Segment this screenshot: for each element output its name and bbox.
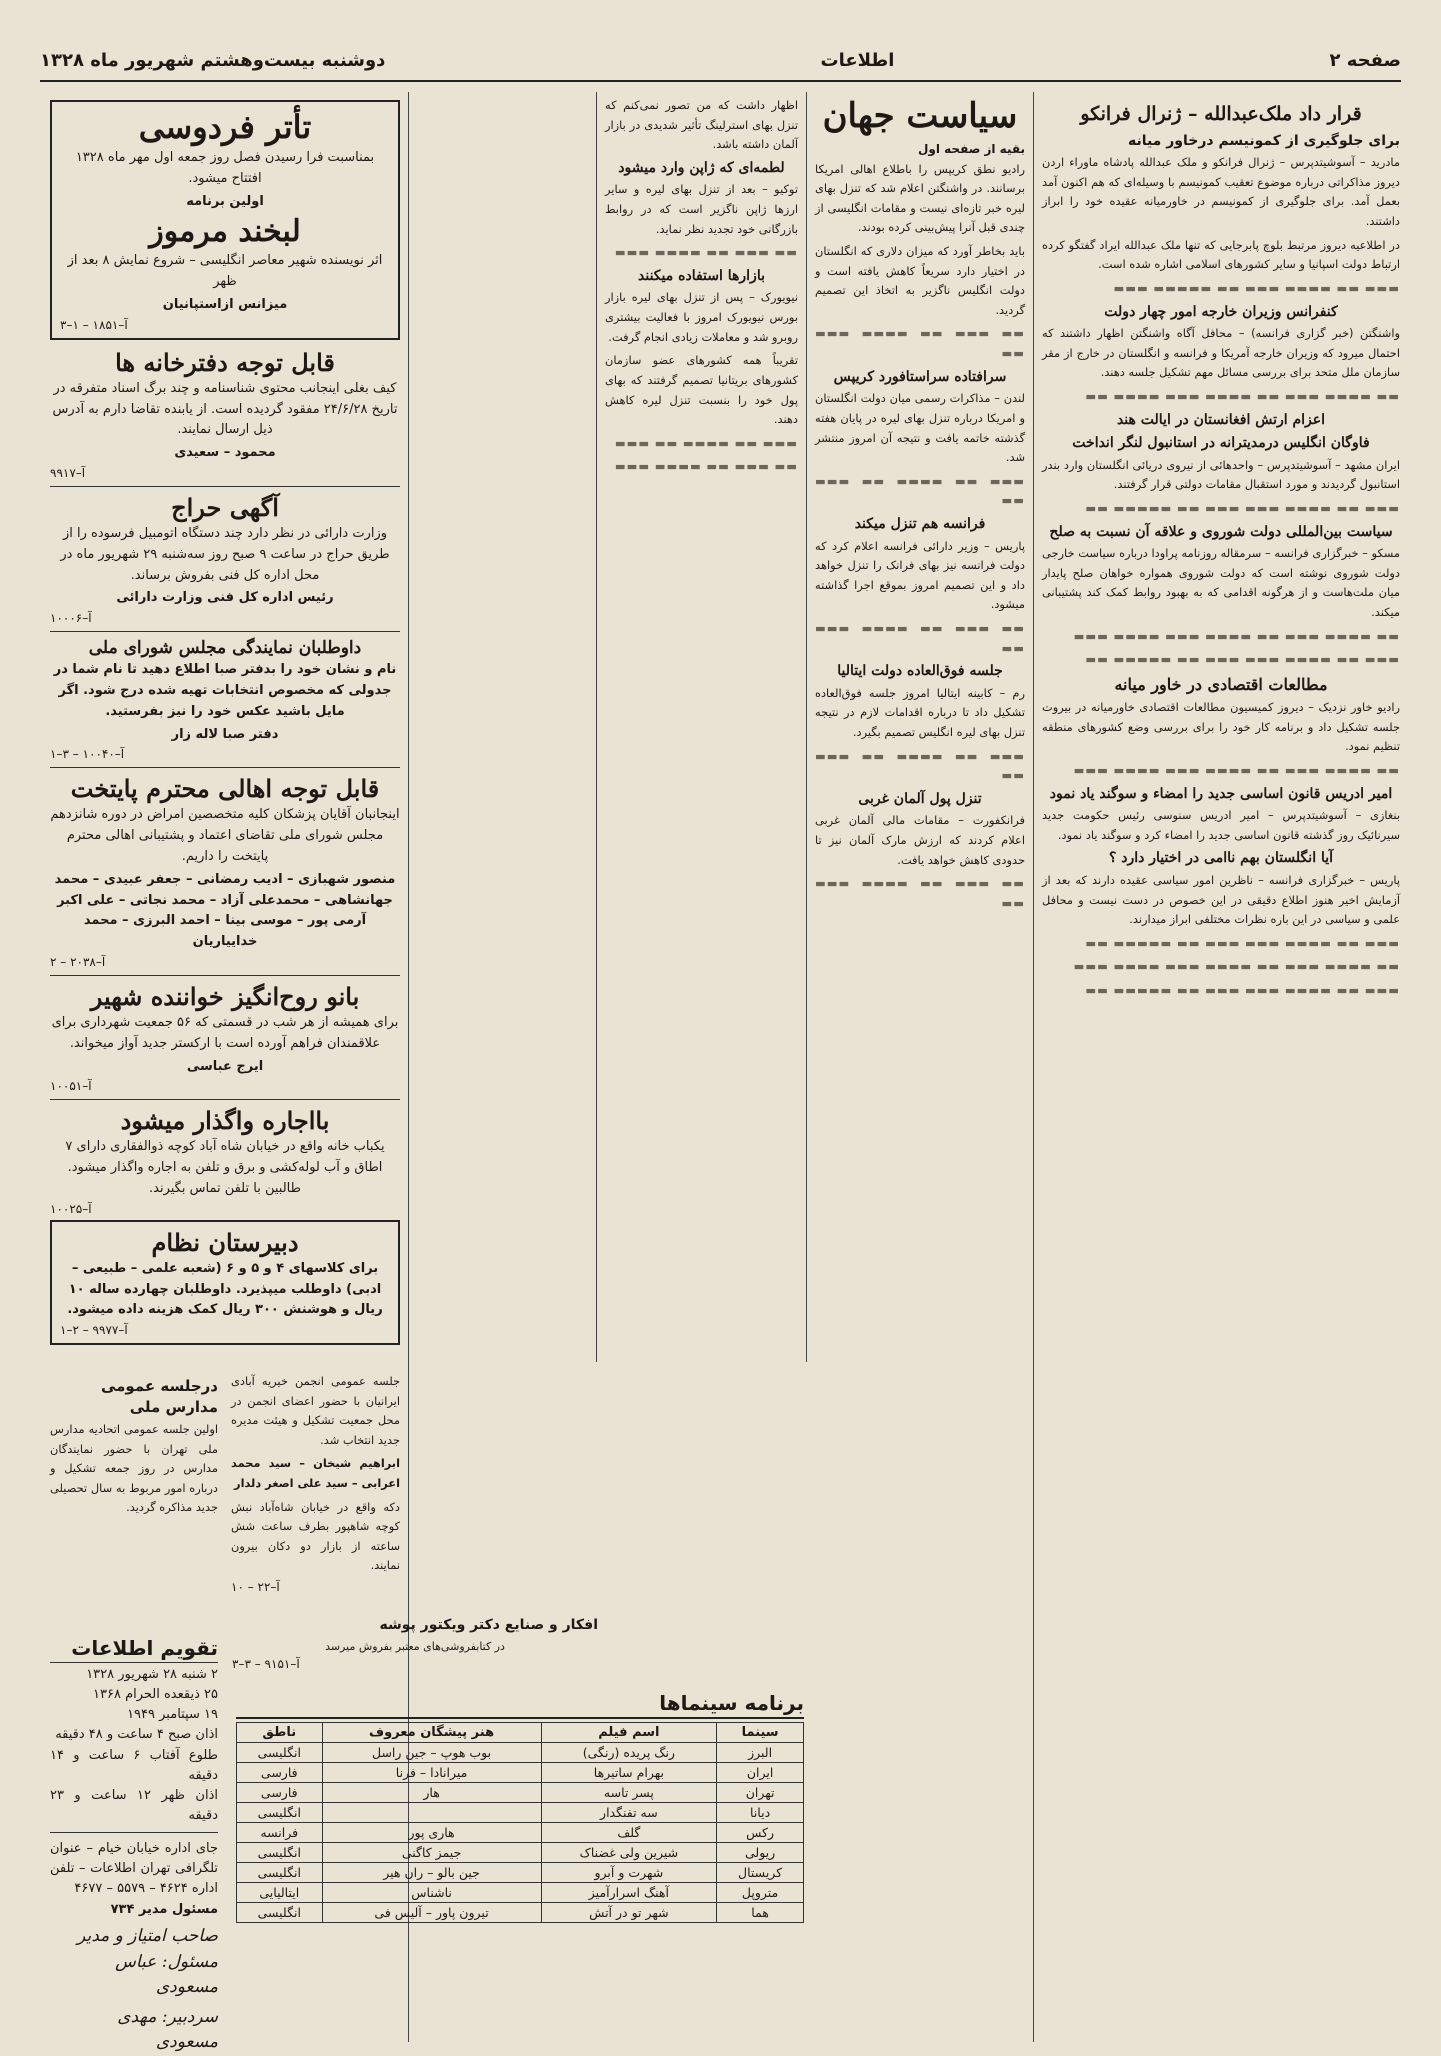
- article-body: اظهار داشت که من تصور نمی‌کنم که تنزل بهای استرلینگ تأثیر شدیدی در بازار آلمان داشته باشد.: [605, 98, 798, 152]
- world-politics-column: [809, 96, 1031, 1266]
- table-cell: تهران: [717, 1783, 804, 1803]
- notary-title: قابل توجه دفترخانه ها: [115, 347, 335, 377]
- article-continuation: ▬▬ ▬▬▬ ▬▬ ▬▬▬▬ ▬▬▬ ▬▬: [815, 876, 1025, 910]
- headline-italy: جلسه فوق‌العاده دولت ایتالیا: [837, 663, 1003, 680]
- article-body: تقریباً همه کشورهای عضو سازمان کشورهای بریتانیا تصمیم گرفتند که بهای پول خود را بنسبت تنزل لیره کاهش دهند.: [605, 353, 798, 427]
- ad-code: آ–۱۰۰۵۱: [50, 1079, 92, 1094]
- article-body: بنغازی – آسوشیتدپرس – امیر ادریس سنوسی رئیس حکومت جدید سیرنائیک روز گذشته قانون اساسی جدید را امضاء کرد و سوگند یاد نمود.: [1042, 808, 1400, 842]
- table-cell: کریستال: [717, 1863, 804, 1883]
- article-continuation: ▬▬▬ ▬▬ ▬▬▬▬ ▬▬▬ ▬▬▬ ▬▬ ▬▬▬▬▬ ▬▬: [1085, 652, 1400, 667]
- article-continuation: ▬▬ ▬▬▬ ▬▬ ▬▬▬▬ ▬▬▬: [614, 459, 798, 474]
- table-row: [237, 1803, 804, 1823]
- editor-signature: سردبیر: مهدی مسعودی: [117, 2006, 218, 2052]
- theater-play-title: لبخند مرموز: [149, 214, 301, 250]
- table-cell: جیمز کاگنی: [322, 1843, 541, 1863]
- article-body: در اطلاعیه دیروز مرتبط بلوچ پابرجایی که تنها ملک عبدالله ایراد گفتگو کرده ارتباط دولت اسپانیا و سایر کشورهای اسلامی اشاره شده است.: [1042, 237, 1400, 272]
- column-rule: [806, 92, 807, 1362]
- calendar-line: ۱۹ سپتامبر ۱۹۴۹: [127, 1707, 218, 1723]
- divider: [50, 767, 400, 768]
- article-body: توکیو – بعد از تنزل بهای لیره و سایر ارزها ژاپن ناگزیر است که در روابط بازرگانی خود تجدید نظر نماید.: [605, 182, 798, 236]
- rent-text: یکباب خانه واقع در خیابان شاه آباد کوچه ذوالفقاری دارای ۷ اطاق و آب لوله‌کشی و برق و تلفن به اجاره واگذار میشود. طالبین با تلفن تماس بگیرند.: [65, 1139, 385, 1196]
- table-row: [237, 1783, 804, 1803]
- table-cell: رنگ پریده (رنگی): [541, 1743, 717, 1763]
- table-row: [237, 1903, 804, 1923]
- table-cell: شهرت و آبرو: [541, 1863, 717, 1883]
- table-row: [237, 1823, 804, 1843]
- office-address: جای اداره خیابان خیام – عنوان تلگرافی تهران اطلاعات – تلفن اداره ۴۶۲۴ – ۵۵۷۹ – ۴۶۷۷: [50, 1841, 218, 1897]
- headline-soviet: سیاست بین‌المللی دولت شوروی و علاقه آن نسبت به صلح: [1049, 523, 1393, 540]
- calendar-line: اذان صبح ۴ ساعت و ۴۸ دقیقه: [55, 1727, 218, 1743]
- article-continuation: ▬▬ ▬▬▬▬ ▬▬▬ ▬▬ ▬▬▬▬ ▬▬▬ ▬▬▬▬ ▬▬: [1085, 388, 1400, 403]
- auction-sign: رئیس اداره کل فنی وزارت دارائی: [116, 590, 334, 606]
- singer-text: برای همیشه از هر شب در قسمتی که ۵۶ جمعیت شهرداری برای علاقمندان فراهم آورده است با ارکستر جدید آواز میخواند.: [51, 1014, 399, 1051]
- article-body: واشنگتن (خبر گزاری فرانسه) – محافل آگاه واشنگتن اظهار داشتند که احتمال میرود که وزیران خارجه آمریکا و فرانسه و انگلستان در خارج از مقر سازمان ملل متحد برای بررسی مسائل مهم تشکیل جلسه دهند.: [1042, 326, 1400, 380]
- table-cell: انگلیسی: [237, 1803, 323, 1823]
- subhead-communism: برای جلوگیری از کمونیسم درخاور میانه: [1127, 132, 1400, 149]
- table-row: [237, 1743, 804, 1763]
- calendar-line: طلوع آفتاب ۶ ساعت و ۱۴ دقیقه: [50, 1747, 218, 1783]
- paper-name: اطلاعات: [820, 49, 895, 71]
- headline-idris: امیر ادریس قانون اساسی جدید را امضاء و سوگند یاد نمود: [1049, 785, 1393, 802]
- ad-code: آ–۹۹۷۷ – ۲–۱: [60, 1323, 128, 1338]
- school-text: برای کلاسهای ۴ و ۵ و ۶ (شعبه علمی – طبیعی – ادبی) داوطلب میپذیرد. داوطلبان چهارده ساله ۱۰ ریال و هوشنش ۳۰۰ ریال کمک هزینه داده میشود.: [67, 1260, 383, 1318]
- table-cell: فارسی: [237, 1763, 323, 1783]
- divider: [50, 1832, 218, 1833]
- table-cell: ایران: [717, 1763, 804, 1783]
- table-header-row: [237, 1723, 804, 1743]
- ad-code: آ–۹۱۵۱ – ۳–۳: [232, 1657, 300, 1672]
- headline-fleet: فاوگان انگلیس درمدیترانه در استانبول لنگر انداخت: [1072, 435, 1370, 452]
- article-body: پاریس – وزیر دارائی فرانسه اعلام کرد که دولت فرانسه نیز بهای فرانک را تنزل خواهد داد و این تصمیم امروز بموقع اجرا گذاشته میشود.: [815, 538, 1025, 612]
- table-cell: فرانسه: [237, 1823, 323, 1843]
- theater-details: اثر نویسنده شهیر معاصر انگلیسی – شروع نمایش ۸ بعد از ظهر: [67, 253, 383, 290]
- table-cell: انگلیسی: [237, 1863, 323, 1883]
- article-continuation: ▬▬▬ ▬▬ ▬▬▬▬ ▬▬▬ ▬▬ ▬▬▬▬▬ ▬▬▬: [1113, 280, 1400, 295]
- table-cell: شیرین ولی غضناک: [541, 1843, 717, 1863]
- table-cell: ریولی: [717, 1843, 804, 1863]
- page-number: صفحه ۲: [1329, 49, 1401, 71]
- association-notice: [225, 1372, 406, 1602]
- table-cell: پسر تاسه: [541, 1783, 717, 1803]
- headline-franco: قرار داد ملک‌عبدالله – ژنرال فرانکو: [1080, 103, 1362, 125]
- table-cell: سه تفنگدار: [541, 1803, 717, 1823]
- article-body: مادرید – آسوشیتدپرس – ژنرال فرانکو و ملک عبدالله پادشاه ماوراء اردن دیروز مذاکراتی درباره موضوع تعقیب کمونیسم با وسیله‌ای که هم اکنون آمد بعمل آمد. برای جلوگیری از کمونیسم در خاورمیانه عقیده خود را ابراز داشتند.: [1042, 155, 1400, 229]
- table-cell: البرز: [717, 1743, 804, 1763]
- ad-code: آ–۱۸۵۱ – ۱–۳: [60, 317, 128, 332]
- cinema-table-body: [237, 1743, 804, 1923]
- headline-britain: آیا انگلستان بهم ناامی در اختیار دارد ؟: [1108, 850, 1334, 867]
- continued-note: بقیه از صفحه اول: [917, 141, 1025, 156]
- column-rule: [1033, 92, 1034, 2042]
- owner-signature: صاحب امتیاز و مدیر مسئول: عباس مسعودی: [77, 1926, 218, 1997]
- divider: [50, 631, 400, 632]
- table-cell: هاری پور: [322, 1823, 541, 1843]
- article-body: ایران مشهد – آسوشیتدپرس – واحد‌هائی از نیروی دریائی انگلستان وارد بندر استانبول گردیدند و مورد استقبال مقامات دولتی قرار گرفتند.: [1042, 457, 1400, 492]
- article-continuation: ▬▬▬ ▬▬ ▬▬▬▬ ▬▬ ▬▬▬: [614, 435, 798, 450]
- article-continuation: ▬▬▬ ▬▬ ▬▬▬▬ ▬▬ ▬▬▬ ▬▬: [815, 748, 1025, 783]
- table-row: [237, 1883, 804, 1903]
- theater-program-label: اولین برنامه: [186, 193, 264, 209]
- article-body: پاریس – خبرگزاری فرانسه – ناظرین امور سیاسی عقیده دارند که بعد از آزمایش اخیر هنوز اطلاع دقیقی در این خصوص در دست نیست و محافل علمی و سیاسی در این باره نظرات مختلفی ابراز میدارند.: [1042, 873, 1400, 927]
- table-cell: انگلیسی: [237, 1843, 323, 1863]
- article-body: باید بخاطر آورد که میزان دلاری که انگلستان در اختیار دارد سریعاً کاهش یافته است و دولت انگلیس ناگزیر به اتخاذ این تصمیم گردید.: [815, 244, 1025, 317]
- column-header: هنر پیشگان معروف: [322, 1723, 541, 1743]
- table-cell: رکس: [717, 1823, 804, 1843]
- schools-title: درجلسه عمومی مدارس ملی: [100, 1377, 218, 1416]
- singer-title: بانو روح‌انگیز خواننده شهیر: [90, 981, 360, 1011]
- headline-france: فرانسه هم تنزل میکند: [854, 515, 986, 532]
- article-body: فرانکفورت – مقامات مالی آلمان غربی اعلام کردند که ارزش مارک آلمان نیز تا حدودی کاهش خواهد یافت.: [815, 813, 1025, 867]
- article-continuation: ▬▬▬ ▬▬ ▬▬▬▬ ▬▬▬ ▬▬▬ ▬▬ ▬▬▬▬▬ ▬▬: [1085, 500, 1400, 515]
- table-cell: بوب هوپ – جین راسل: [322, 1743, 541, 1763]
- volunteers-sign: دفتر صبا لاله زار: [171, 726, 279, 742]
- volunteers-title: داوطلبان نمایندگی مجلس شورای ملی: [88, 638, 362, 659]
- table-row: [237, 1843, 804, 1863]
- column-header: ناطق: [237, 1723, 323, 1743]
- masthead: [40, 40, 1401, 82]
- calendar-line: ۲ شنبه ۲۸ شهریور ۱۳۲۸: [86, 1667, 218, 1682]
- international-news-column: [1036, 96, 1406, 2036]
- headline-cripps: سرافتاده سراستافورد کریپس: [833, 368, 1007, 385]
- table-cell: جین بالو – ران هیر: [322, 1863, 541, 1883]
- headline-japan: لطمه‌ای که ژاپن وارد میشود: [618, 159, 785, 176]
- table-cell: میرانادا – فرنا: [322, 1763, 541, 1783]
- volunteers-text: نام و نشان خود را بدفتر صبا اطلاع دهید تا نام شما در جدولی که مخصوص انتخابات تهیه شده درج شود. اگر مایل باشید عکس خود را نیز بفرستید.: [53, 662, 397, 719]
- notary-name: محمود – سعیدی: [174, 445, 276, 461]
- table-row: [237, 1863, 804, 1883]
- article-body: لندن – مذاکرات رسمی میان دولت انگلستان و امریکا درباره تنزل بهای لیره در پایان هفته گذشته خاتمه یافت و نتیجه آن امروز منتشر شد.: [815, 391, 1025, 465]
- association-text: جلسه عمومی انجمن خیریه آبادی ایرانیان با حضور اعضای انجمن در محل جمعیت تشکیل و هیئت مدیره جدید انتخاب شد.: [231, 1374, 400, 1447]
- calendar-line: اذان ظهر ۱۲ ساعت و ۲۳ دقیقه: [50, 1787, 218, 1823]
- cinema-title: برنامه سینماها: [236, 1690, 804, 1719]
- theater-opening: بمناسبت فرا رسیدن فصل روز جمعه اول مهر ماه ۱۳۲۸ افتتاح میشود.: [75, 150, 375, 186]
- table-cell: انگلیسی: [237, 1903, 323, 1923]
- article-continuation: ▬▬ ▬▬▬ ▬▬ ▬▬▬▬ ▬▬▬ ▬▬: [815, 620, 1025, 655]
- ad-code: آ–۲۲ – ۱۰: [231, 1580, 280, 1595]
- table-cell: شهر تو در آتش: [541, 1903, 717, 1923]
- capital-title: قابل توجه اهالی محترم پایتخت: [70, 774, 380, 804]
- rent-title: بااجاره واگذار میشود: [120, 1106, 330, 1136]
- table-cell: انگلیسی: [237, 1743, 323, 1763]
- school-ad: [50, 1220, 400, 1345]
- article-continuation: ▬▬ ▬▬▬▬ ▬▬▬ ▬▬ ▬▬▬▬ ▬▬▬ ▬▬▬▬ ▬▬▬: [1073, 959, 1400, 974]
- table-cell: ایتالیایی: [237, 1883, 323, 1903]
- auction-text: وزارت دارائی در نظر دارد چند دستگاه اتومبیل فرسوده را از طریق حراج در ساعت ۹ صبح روز سه‌شنبه ۲۹ شهریور ماه در محل اداره کل فنی بفروش برساند.: [60, 525, 390, 583]
- singer-name: ایرج عباسی: [186, 1058, 264, 1074]
- divider: [50, 975, 400, 976]
- theater-ad: [50, 100, 400, 340]
- table-cell: گلف: [541, 1823, 717, 1843]
- table-cell: هما: [717, 1903, 804, 1923]
- book-ad: [226, 1612, 604, 1672]
- article-body: رم – کابینه ایتالیا امروز جلسه فوق‌العاده تشکیل داد تا درباره اقدامات لازم در نتیجه تنزل بهای لیره انگلیس تصمیم بگیرد.: [815, 685, 1025, 739]
- article-continuation: ▬▬ ▬▬▬ ▬▬ ▬▬▬▬ ▬▬▬: [614, 245, 798, 260]
- headline-economy: مطالعات اقتصادی در خاور میانه: [1114, 674, 1328, 694]
- article-continuation: ▬▬ ▬▬▬ ▬▬ ▬▬▬▬ ▬▬▬ ▬▬: [815, 326, 1025, 361]
- school-title: دبیرستان نظام: [151, 1227, 299, 1257]
- article-body: رادیو نطق کریپس را باطلاع اهالی امریکا برسانند. در واشنگتن اعلام شد که تنزل بهای لیره خبر تازه‌ای نیست و مقامات انگلیسی از چندی قبل آنرا پیش‌بینی کرده بودند.: [815, 161, 1025, 235]
- column-header: سینما: [717, 1723, 804, 1743]
- headline-afghan: اعزام ارتش افغانستان در ایالت هند: [1116, 411, 1326, 428]
- headline-germany: تنزل پول آلمان غربی: [858, 790, 982, 807]
- ads-column: [44, 96, 406, 1366]
- column-rule: [596, 92, 597, 1362]
- article-continuation: ▬▬▬ ▬▬ ▬▬▬▬ ▬▬ ▬▬▬ ▬▬: [815, 473, 1025, 508]
- table-cell: بهرام ساتیرها: [541, 1763, 717, 1783]
- capital-names: منصور شهبازی – ادیب رمضانی – جعفر عبیدی – محمد جهانشاهی – محمدعلی آزاد – محمد نجاتی – علی اکبر آرمی پور – موسی بینا – احمد البرزی – محمد خداییاریان: [54, 871, 396, 950]
- ad-code: آ–۱۰۰۲۵: [50, 1201, 92, 1216]
- theater-title: تأتر فردوسی: [138, 108, 312, 146]
- schools-notice: [44, 1372, 224, 1622]
- column-header: اسم فیلم: [541, 1723, 717, 1743]
- shop-text: دکه واقع در خیابان شاه‌آباد نبش کوچه شاهپور بطرف ساعت شش ساعته از بازار دو دکان بیرون نمایند.: [231, 1499, 400, 1573]
- ad-code: آ–۹۹۱۷: [50, 465, 86, 480]
- calendar-box: [44, 1630, 224, 1917]
- table-cell: فارسی: [237, 1783, 323, 1803]
- cinema-program: [230, 1684, 810, 1964]
- article-continuation: ▬▬ ▬▬▬▬ ▬▬▬ ▬▬ ▬▬▬▬ ▬▬▬ ▬▬▬▬ ▬▬▬: [1073, 763, 1400, 778]
- theater-director: میزانس ازاستپانیان: [162, 296, 288, 312]
- headline-conference: کنفرانس وزیران خارجه امور چهار دولت: [1104, 303, 1338, 320]
- headline-world-politics: سیاست جهان: [822, 96, 1018, 136]
- headline-markets: بازارها استفاده میکنند: [638, 267, 765, 284]
- book-text: در کتابفروشی‌های معتبر بفروش میرسد: [325, 1639, 505, 1653]
- divider: [50, 486, 400, 487]
- article-body: مسکو – خبرگزاری فرانسه – سرمقاله روزنامه پراودا درباره سیاست خارجی دولت شوروی نوشته است که دولت شوروی همواره خواهان صلح پایدار میان ملت‌هاست و از هرگونه اقدامی که به بهبود روابط کمک کند پشتیبانی میکند.: [1042, 546, 1400, 619]
- table-cell: تیرون پاور – آلیس فی: [322, 1903, 541, 1923]
- economy-column: [599, 96, 804, 1266]
- auction-title: آگهی حراج: [171, 492, 279, 522]
- article-continuation: ▬▬▬ ▬▬ ▬▬▬▬ ▬▬▬ ▬▬▬ ▬▬ ▬▬▬▬▬ ▬▬: [1085, 983, 1400, 998]
- ad-code: آ–۲۰۳۸ – ۲: [50, 954, 106, 969]
- calendar-title: تقویم اطلاعات: [50, 1634, 218, 1663]
- issue-date: دوشنبه بیست‌وهشتم شهریور ماه ۱۳۲۸: [40, 49, 386, 71]
- table-cell: [322, 1803, 541, 1823]
- book-title: افکار و صنایع دکتر ویکتور پوشه: [379, 1617, 598, 1633]
- ad-code: آ–۱۰۰۰۶: [50, 611, 92, 626]
- editor-line: مسئول مدیر ۷۳۴: [110, 1901, 218, 1917]
- article-body: نیویورک – پس از تنزل بهای لیره بازار بورس نیویورک امروز با فعالیت بیشتری روبرو شد و معاملات زیادی انجام گرفت.: [605, 290, 798, 344]
- table-cell: دیانا: [717, 1803, 804, 1823]
- signature-block: [44, 1920, 224, 2052]
- article-body: رادیو خاور نزدیک – دیروز کمیسیون مطالعات اقتصادی خاورمیانه در بیروت جلسه تشکیل داد و برنامه کار خود را برای بررسی وضع کشورهای منطقه تنظیم نمود.: [1042, 700, 1400, 754]
- table-cell: آهنگ اسرارآمیز: [541, 1883, 717, 1903]
- capital-text: اینجانبان آقایان پزشکان کلیه متخصصین امراض در دوره شانزدهم مجلس شورای ملی تقاضای اعتماد و پشتیبانی اهالی محترم پایتخت را داریم.: [50, 807, 400, 864]
- article-continuation: ▬▬ ▬▬▬▬ ▬▬▬ ▬▬ ▬▬▬▬ ▬▬▬ ▬▬▬▬ ▬▬▬: [1073, 628, 1400, 643]
- table-cell: متروپل: [717, 1883, 804, 1903]
- table-row: [237, 1763, 804, 1783]
- table-cell: ناشناس: [322, 1883, 541, 1903]
- cinema-table: [236, 1722, 804, 1923]
- divider: [50, 1099, 400, 1100]
- association-names: ابراهیم شیخان – سید محمد اعرابی – سید علی اصغر دلدار: [231, 1456, 400, 1491]
- calendar-line: ۲۵ ذیقعده الحرام ۱۳۶۸: [93, 1687, 218, 1703]
- ad-code: آ–۱۰۰۴۰ – ۳–۱: [50, 747, 125, 762]
- table-cell: هار: [322, 1783, 541, 1803]
- schools-text: اولین جلسه عمومی اتحادیه مدارس ملی تهران با حضور نمایندگان مدارس در روز جمعه تشکیل و درباره امور مربوط به سال تحصیلی جدید مذاکره گردید.: [50, 1422, 218, 1515]
- notary-text: کیف بغلی اینجانب محتوی شناسنامه و چند برگ اسناد متفرقه در تاریخ ۲۴/۶/۲۸ مفقود گردیده است. از یابنده تقاضا دارم به آدرس ذیل ارسال نمایند.: [52, 380, 398, 438]
- article-continuation: ▬▬▬ ▬▬ ▬▬▬▬ ▬▬▬ ▬▬▬ ▬▬ ▬▬▬▬▬ ▬▬: [1085, 935, 1400, 950]
